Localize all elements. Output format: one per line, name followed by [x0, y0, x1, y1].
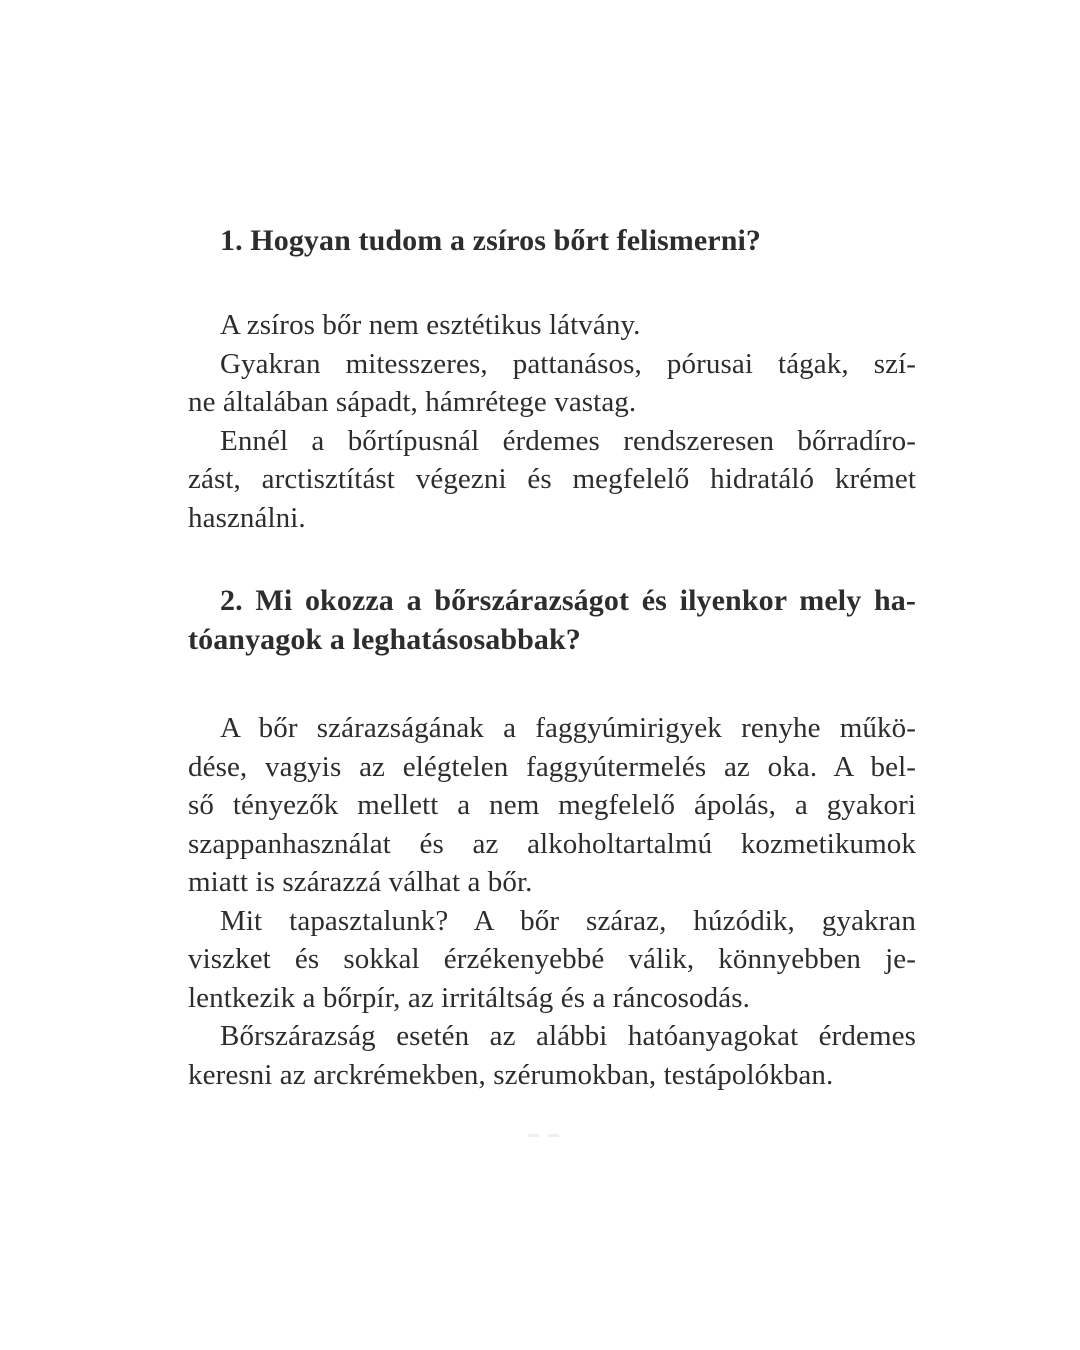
paragraph — [188, 306, 916, 345]
heading-line: 2. Mi okozza a bőrszárazságot és ilyenkor mely ha- — [220, 584, 916, 617]
heading-line: 1. Hogyan tudom a zsíros bőrt felismerni? — [220, 224, 762, 257]
paragraph-line: A bőr szárazságának a faggyúmirigyek renyhe műkö- — [220, 712, 916, 744]
paragraph — [188, 422, 916, 538]
paragraph — [188, 902, 916, 1018]
paragraph-line: viszket és sokkal érzékenyebbé válik, könnyebben je- — [188, 943, 916, 975]
paragraph-line: Mit tapasztalunk? A bőr száraz, húzódik, gyakran — [220, 904, 916, 937]
paragraph — [188, 345, 916, 422]
section-2-heading — [188, 582, 916, 659]
section-1-body — [188, 306, 916, 537]
paragraph-line: zást, arctisztítást végezni és megfelelő hidratáló krémet — [188, 463, 916, 495]
paragraph — [188, 709, 916, 902]
faint-dash-icon — [548, 1134, 559, 1137]
paragraph-line: ne általában sápadt, hámrétege vastag. — [188, 386, 637, 418]
section-1-heading — [188, 222, 916, 261]
heading-line: tóanyagok a leghatásosabbak? — [188, 622, 581, 656]
paragraph-line: Gyakran mitesszeres, pattanásos, pórusai tágak, szí- — [220, 347, 916, 380]
paragraph-line: szappanhasználat és az alkoholtartalmú kozmetikumok — [188, 827, 916, 860]
paragraph-line: használni. — [188, 501, 306, 534]
paragraph — [188, 1017, 916, 1094]
section-2-body — [188, 709, 916, 1094]
paragraph-line: lentkezik a bőrpír, az irritáltság és a ráncosodás. — [188, 981, 750, 1014]
paragraph-line: Bőrszárazság esetén az alábbi hatóanyagokat érdemes — [220, 1020, 916, 1052]
paragraph-line: A zsíros bőr nem esztétikus látvány. — [220, 309, 641, 341]
paragraph-line: Ennél a bőrtípusnál érdemes rendszeresen bőrradíro- — [220, 424, 916, 457]
paragraph-line: dése, vagyis az elégtelen faggyútermelés az oka. A bel- — [188, 750, 916, 783]
paragraph-line: ső tényezők mellett a nem megfelelő ápolás, a gyakori — [188, 789, 916, 821]
paragraph-line: miatt is szárazzá válhat a bőr. — [188, 866, 533, 898]
paragraph-line: keresni az arckrémekben, szérumokban, testápolókban. — [188, 1058, 834, 1091]
faint-dash-icon — [528, 1134, 539, 1137]
faint-page-mark — [528, 1134, 559, 1137]
